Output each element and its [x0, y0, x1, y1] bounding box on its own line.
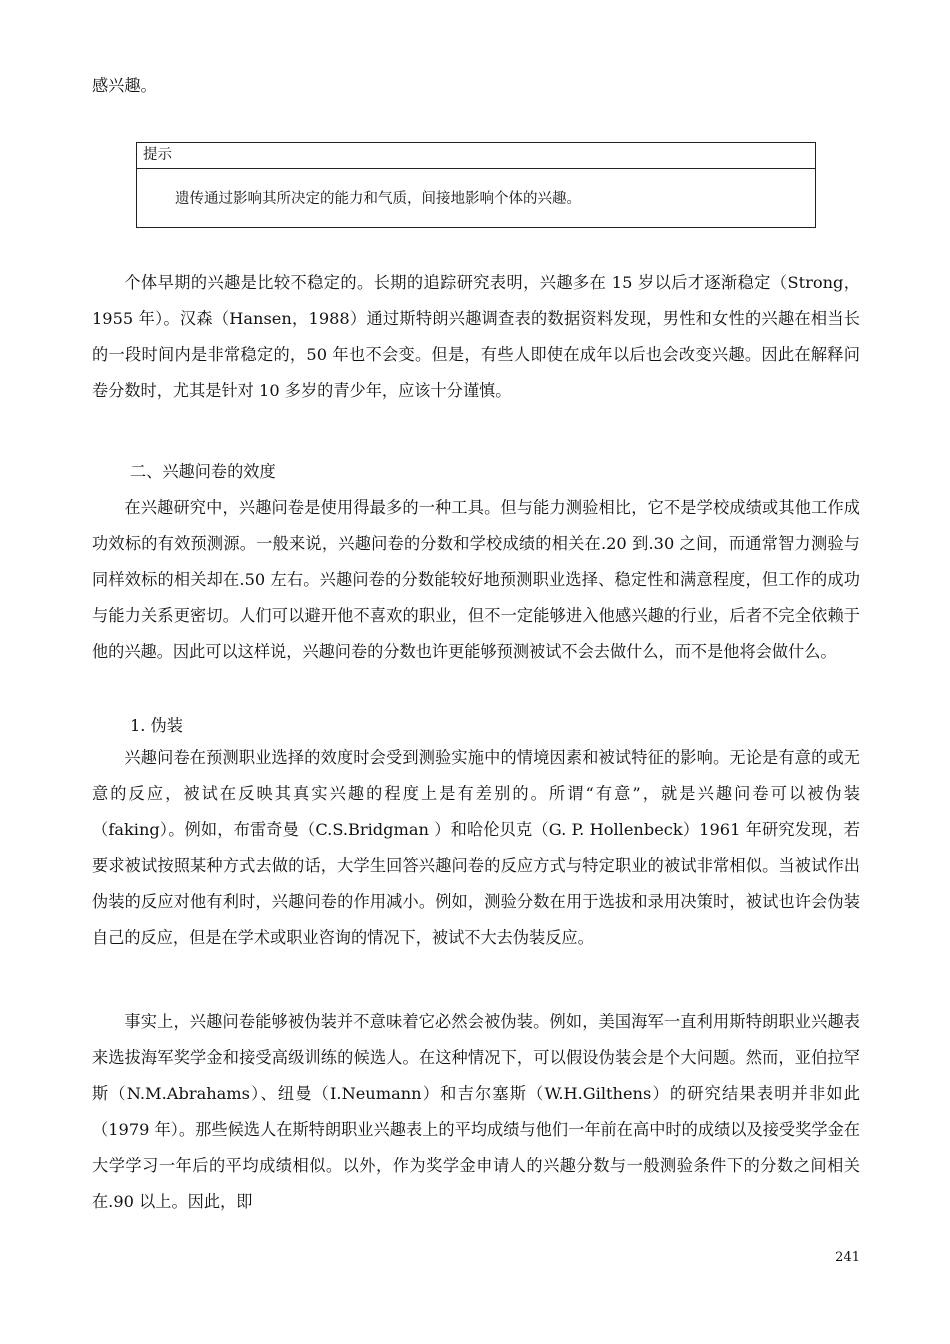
top-fragment: 感兴趣。	[92, 76, 157, 95]
subheading-faking: 1. 伪装	[130, 716, 183, 735]
paragraph-faking: 兴趣问卷在预测职业选择的效度时会受到测验实施中的情境因素和被试特征的影响。无论是有意的或无意的反应，被试在反映其真实兴趣的程度上是有差别的。所谓“有意”，就是兴趣问卷可以被伪装（faking）。例如，布雷奇曼（C.S.Bridgman ）和哈伦贝克（G. P. Hollenbeck）1961 年研究发现，若要求被试按照某种方式去做的话，大学生回答兴趣问卷的反应方式与特定职业的被试非常相似。当被试作出伪装的反应对他有利时，兴趣问卷的作用减小。例如，测验分数在用于选拔和录用决策时，被试也许会伪装自己的反应，但是在学术或职业咨询的情况下，被试不大去伪装反应。	[92, 748, 860, 947]
section-heading: 二、兴趣问卷的效度	[130, 462, 276, 481]
paragraph-validity: 在兴趣研究中，兴趣问卷是使用得最多的一种工具。但与能力测验相比，它不是学校成绩或其他工作成功效标的有效预测源。一般来说，兴趣问卷的分数和学校成绩的相关在.20 到.30 之间，而通常智力测验与同样效标的相关却在.50 左右。兴趣问卷的分数能较好地预测职业选择、稳定性和满意程度，但工作的成功与能力关系更密切。人们可以避开他不喜欢的职业，但不一定能够进入他感兴趣的行业，后者不完全依赖于他的兴趣。因此可以这样说，兴趣问卷的分数也许更能够预测被试不会去做什么，而不是他将会做什么。	[92, 498, 860, 661]
page-number: 241	[835, 1250, 860, 1265]
document-page	[92, 0, 860, 1344]
paragraph-early-interest: 个体早期的兴趣是比较不稳定的。长期的追踪研究表明，兴趣多在 15 岁以后才逐渐稳定（Strong，1955 年）。汉森（Hansen，1988）通过斯特朗兴趣调查表的数据资料发现，男性和女性的兴趣在相当长的一段时间内是非常稳定的，50 年也不会变。但是，有些人即使在成年以后也会改变兴趣。因此在解释问卷分数时，尤其是针对 10 多岁的青少年，应该十分谨慎。	[92, 273, 860, 400]
tip-box-header: 提示	[137, 143, 815, 169]
paragraph-navy-example: 事实上，兴趣问卷能够被伪装并不意味着它必然会被伪装。例如，美国海军一直利用斯特朗职业兴趣表来选拔海军奖学金和接受高级训练的候选人。在这种情况下，可以假设伪装会是个大问题。然而，亚伯拉罕斯（N.M.Abrahams）、纽曼（I.Neumann）和吉尔塞斯（W.H.Gilthens）的研究结果表明并非如此（1979 年）。那些候选人在斯特朗职业兴趣表上的平均成绩与他们一年前在高中时的成绩以及接受奖学金在大学学习一年后的平均成绩相似。以外，作为奖学金申请人的兴趣分数与一般测验条件下的分数之间相关在.90 以上。因此，即	[92, 1012, 860, 1211]
tip-box-body: 遗传通过影响其所决定的能力和气质，间接地影响个体的兴趣。	[175, 191, 581, 207]
tip-box	[136, 142, 816, 228]
